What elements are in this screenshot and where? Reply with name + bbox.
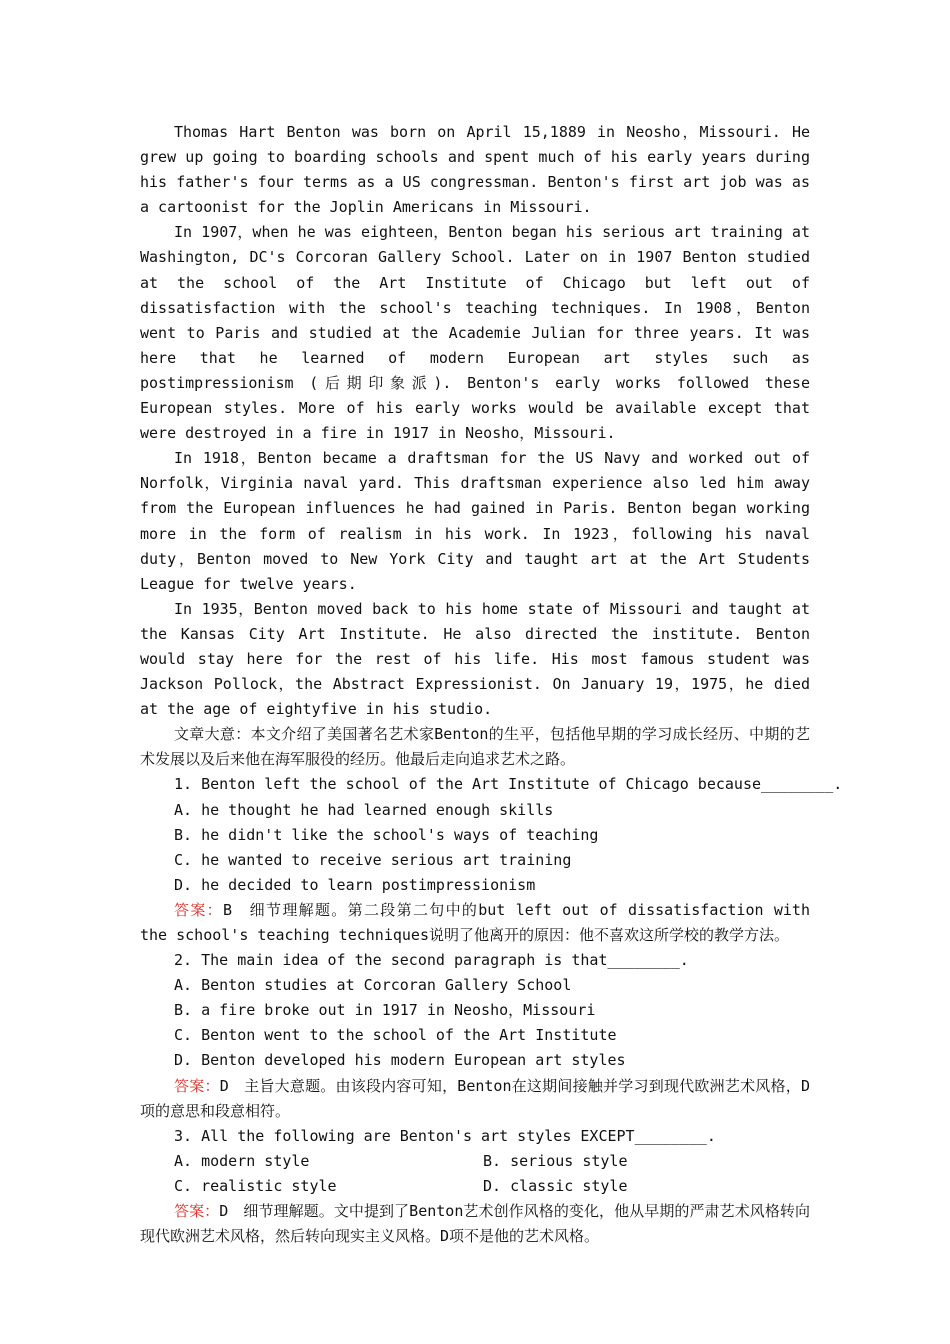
question-2 <box>140 948 810 1124</box>
passage-paragraph-2: In 1907，when he was eighteen，Benton began his serious art training at Washington, DC's Corcoran Gallery School. Later on in 1907 Benton studied at the school of the Art Institute of Chicago but left out of dissatisfaction with the school's teaching techniques. In 1908，Benton went to Paris and studied at the Academie Julian for three years. It was here that he learned of modern European art styles such as postimpressionism (后期印象派). Benton's early works followed these European styles. More of his early works would be available except that were destroyed in a fire in 1917 in Neosho，Missouri. <box>140 223 810 443</box>
answer-label: 答案： <box>174 1076 220 1095</box>
question-2-option-c: C. Benton went to the school of the Art Institute <box>174 1026 617 1045</box>
question-1-answer <box>140 898 810 948</box>
question-2-answer <box>140 1074 810 1124</box>
question-1-option-b: B. he didn't like the school's ways of teaching <box>174 825 599 844</box>
question-2-option-d: D. Benton developed his modern European art styles <box>174 1051 626 1070</box>
question-1-option-d: D. he decided to learn postimpressionism <box>174 875 536 894</box>
passage-paragraph-3: In 1918，Benton became a draftsman for the US Navy and worked out of Norfolk，Virginia naval yard. This draftsman experience also led him away from the European influences he had gained in Paris. Benton began working more in the form of realism in his work. In 1923，following his naval duty，Benton moved to New York City and taught art at the Art Students League for twelve years. <box>140 449 810 593</box>
question-3-option-c: C. realistic style <box>174 1176 337 1195</box>
answer-explanation: B 细节理解题。第二段第二句中的but left out of dissatisfaction with the school's teaching techniques说明了他离开的原因：他不喜欢这所学校的教学方法。 <box>140 900 810 944</box>
document-page <box>140 120 843 1249</box>
question-3-answer <box>140 1199 810 1249</box>
question-2-option-a: A. Benton studies at Corcoran Gallery School <box>174 976 572 995</box>
answer-explanation: D 细节理解题。文中提到了Benton艺术创作风格的变化，他从早期的严肃艺术风格转向现代欧洲艺术风格，然后转向现实主义风格。D项不是他的艺术风格。 <box>140 1202 810 1246</box>
passage-paragraph-4: In 1935，Benton moved back to his home state of Missouri and taught at the Kansas City Art Institute. He also directed the institute. Benton would stay here for the rest of his life. His most famous student was Jackson Pollock，the Abstract Expressionist. On January 19，1975，he died at the age of eightyfive in his studio. <box>140 599 810 719</box>
question-1-option-a: A. he thought he had learned enough skills <box>174 800 554 819</box>
answer-explanation: D 主旨大意题。由该段内容可知，Benton在这期间接触并学习到现代欧洲艺术风格，D项的意思和段意相符。 <box>140 1076 810 1120</box>
question-3 <box>140 1124 810 1249</box>
summary-paragraph: 文章大意：本文介绍了美国著名艺术家Benton的生平，包括他早期的学习成长经历、中期的艺术发展以及后来他在海军服役的经历。他最后走向追求艺术之路。 <box>140 725 810 769</box>
question-3-options-row-2 <box>140 1174 810 1199</box>
question-3-options-row-1 <box>140 1149 810 1174</box>
answer-label: 答案： <box>174 1202 220 1221</box>
question-1-stem: 1. Benton left the school of the Art Institute of Chicago because________. <box>174 775 843 794</box>
question-2-stem: 2. The main idea of the second paragraph is that________. <box>174 951 689 970</box>
question-3-option-d: D. classic style <box>483 1176 628 1195</box>
question-3-option-a: A. modern style <box>174 1151 310 1170</box>
question-2-option-b: B. a fire broke out in 1917 in Neosho，Missouri <box>174 1001 596 1020</box>
question-1 <box>140 772 843 948</box>
passage-paragraph-1: Thomas Hart Benton was born on April 15,1889 in Neosho，Missouri. He grew up going to boarding schools and spent much of his early years during his father's four terms as a US congressman. Benton's first art job was as a cartoonist for the Joplin Americans in Missouri. <box>140 123 810 217</box>
answer-label: 答案： <box>174 900 223 919</box>
question-3-option-b: B. serious style <box>483 1151 628 1170</box>
question-3-stem: 3. All the following are Benton's art styles EXCEPT________. <box>174 1126 716 1145</box>
question-1-option-c: C. he wanted to receive serious art training <box>174 850 572 869</box>
